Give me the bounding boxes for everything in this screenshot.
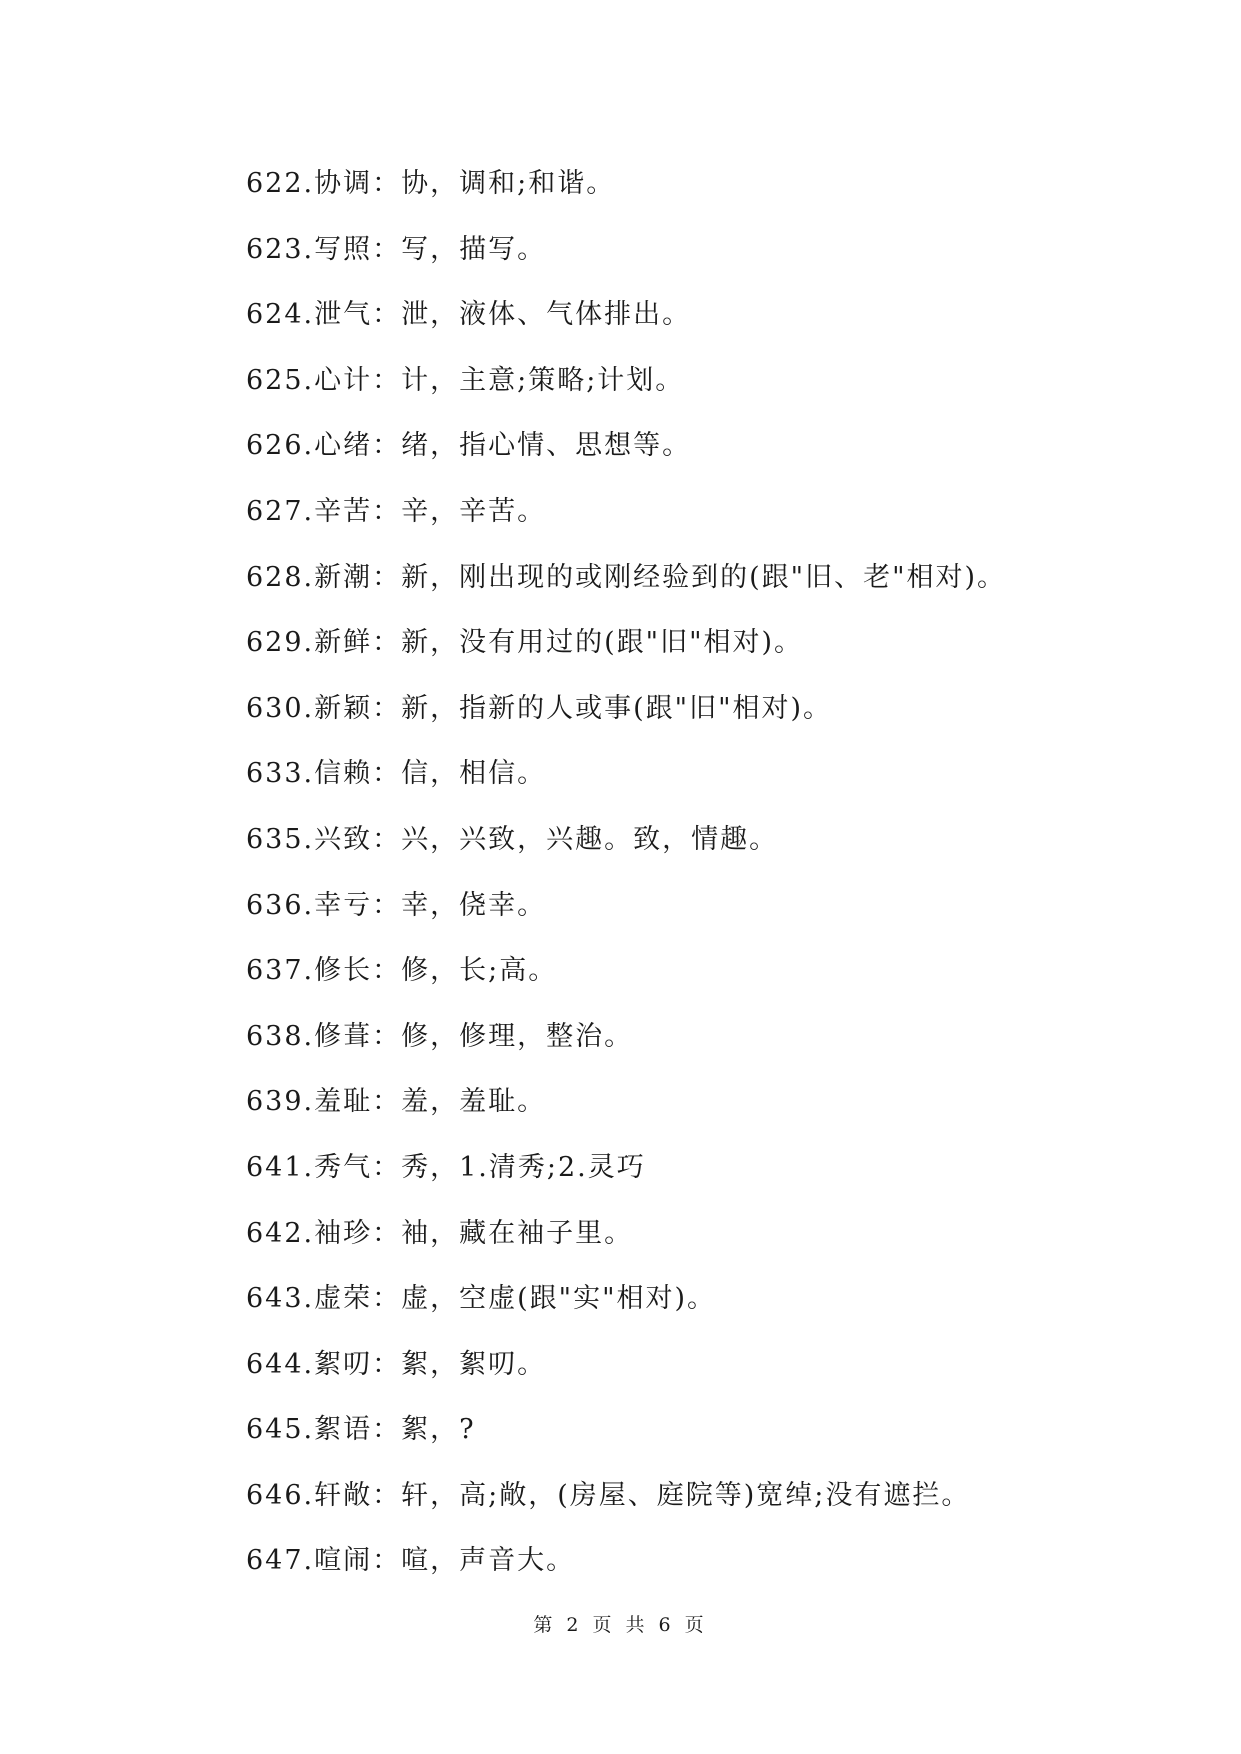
glossary-entry-630: 630.新颖：新，指新的人或事(跟"旧"相对)。	[246, 692, 833, 724]
glossary-entry-636: 636.幸亏：幸，侥幸。	[246, 889, 547, 921]
glossary-entry-622: 622.协调：协，调和;和谐。	[246, 168, 616, 199]
glossary-entry-623: 623.写照：写，描写。	[246, 233, 547, 265]
glossary-entry-639: 639.羞耻：羞，羞耻。	[246, 1086, 547, 1118]
glossary-entry-642: 642.袖珍：袖，藏在袖子里。	[246, 1217, 634, 1249]
glossary-entry-646: 646.轩敞：轩，高;敞，(房屋、庭院等)宽绰;没有遮拦。	[246, 1479, 971, 1511]
glossary-entry-641: 641.秀气：秀，1.清秀;2.灵巧	[246, 1151, 646, 1183]
glossary-entry-638: 638.修葺：修，修理，整治。	[246, 1020, 634, 1052]
glossary-entry-644: 644.絮叨：絮，絮叨。	[246, 1348, 547, 1380]
glossary-entry-625: 625.心计：计，主意;策略;计划。	[246, 364, 685, 396]
glossary-entry-633: 633.信赖：信，相信。	[246, 758, 547, 790]
glossary-entry-645: 645.絮语：絮，?	[246, 1414, 476, 1446]
glossary-entry-624: 624.泄气：泄，液体、气体排出。	[246, 299, 692, 331]
glossary-entry-628: 628.新潮：新，刚出现的或刚经验到的(跟"旧、老"相对)。	[246, 561, 1007, 593]
glossary-entry-627: 627.辛苦：辛，辛苦。	[246, 495, 547, 527]
glossary-entry-635: 635.兴致：兴，兴致，兴趣。致，情趣。	[246, 823, 779, 855]
glossary-entry-626: 626.心绪：绪，指心情、思想等。	[246, 430, 692, 462]
glossary-entry-629: 629.新鲜：新，没有用过的(跟"旧"相对)。	[246, 627, 804, 659]
glossary-list	[246, 158, 1006, 1601]
page-number-footer: 第 2 页 共 6 页	[533, 1614, 708, 1636]
glossary-entry-647: 647.喧闹：喧，声音大。	[246, 1545, 576, 1577]
glossary-entry-637: 637.修长：修，长;高。	[246, 955, 558, 987]
glossary-entry-643: 643.虚荣：虚，空虚(跟"实"相对)。	[246, 1283, 717, 1315]
